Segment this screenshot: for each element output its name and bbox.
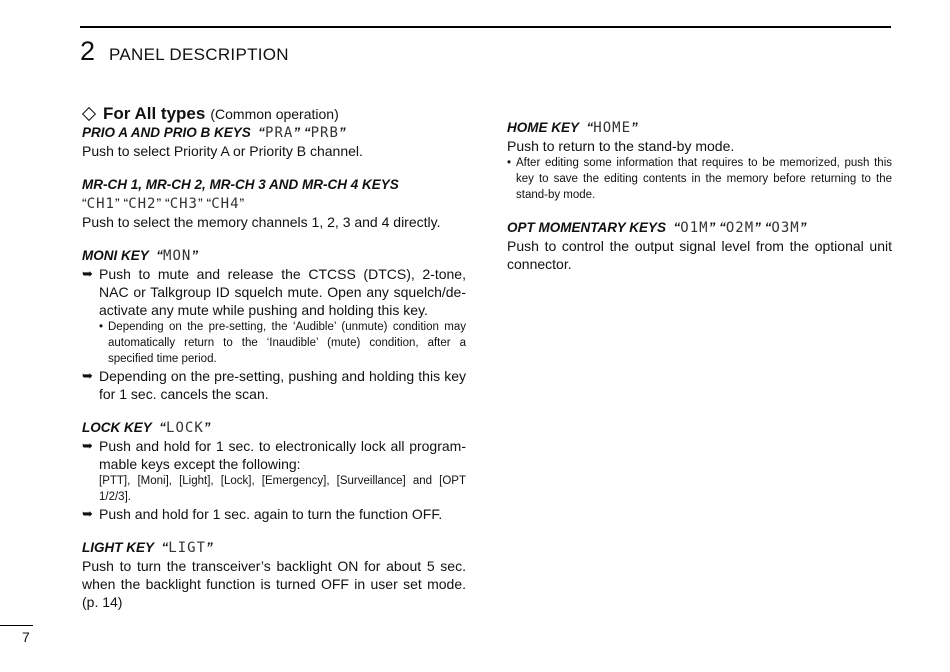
prio-key-heading xyxy=(82,124,466,142)
prio-key-display xyxy=(258,125,345,140)
spacer xyxy=(82,160,466,176)
lcd-text-pra: PRA xyxy=(265,125,294,141)
moni-item-1: Push to mute and release the CTCSS (DTCS), 2-tone, NAC or Talkgroup ID squelch mute. Open any squelch/de-activate any mute while pushing and holding this key. xyxy=(99,266,466,318)
quote: ” “ xyxy=(293,125,311,140)
section-title-text: For All types xyxy=(103,104,206,123)
quote: “ xyxy=(586,120,594,135)
quote: ” xyxy=(239,195,245,211)
footer-rule xyxy=(0,625,33,626)
lcd-text-prb: PRB xyxy=(310,125,339,141)
moni-key-display xyxy=(156,248,198,263)
list-item xyxy=(82,265,466,319)
opt-key-title: OPT MOMENTARY KEYS xyxy=(507,220,667,235)
chapter-number: 2 xyxy=(80,36,96,66)
lcd-text-mon: MON xyxy=(163,248,192,264)
arrow-icon: ➥ xyxy=(82,368,93,383)
spacer xyxy=(82,523,466,539)
home-key-title: HOME KEY xyxy=(507,120,580,135)
home-key-display xyxy=(587,120,638,135)
lock-key-title: LOCK KEY xyxy=(82,420,152,435)
prio-key-description: Push to select Priority A or Priority B channel. xyxy=(82,143,363,159)
quote: “ xyxy=(673,220,681,235)
moni-key-heading xyxy=(82,247,466,265)
quote: “ xyxy=(258,125,266,140)
list-item xyxy=(82,437,466,473)
quote: “ xyxy=(161,540,169,555)
page-number: 7 xyxy=(22,629,30,645)
spacer xyxy=(82,231,466,247)
quote: ” xyxy=(203,420,211,435)
lcd-text-ch3: CH3 xyxy=(169,196,198,212)
moni-key-title: MONI KEY xyxy=(82,248,149,263)
mrch-key-display xyxy=(82,194,466,213)
quote: ” xyxy=(338,125,346,140)
opt-key-display xyxy=(674,220,807,235)
lcd-text-ch2: CH2 xyxy=(128,196,157,212)
opt-key-heading xyxy=(507,219,892,237)
opt-key-description: Push to control the output signal level from the optional unit connector. xyxy=(507,238,892,272)
list-item xyxy=(82,505,466,523)
page-header xyxy=(80,36,289,67)
quote: ” “ xyxy=(708,220,726,235)
prio-key-title: PRIO A AND PRIO B KEYS xyxy=(82,125,251,140)
lcd-text-o1m: O1M xyxy=(680,220,709,236)
bullet-note xyxy=(99,319,466,367)
quote: ” “ xyxy=(114,195,129,211)
home-bullet-1: After editing some information that requires to be memorized, push this key to save the editing contents in the memory before returning to the stand-by mode. xyxy=(516,157,892,201)
mrch-key-description: Push to select the memory channels 1, 2, 3 and 4 directly. xyxy=(82,214,441,230)
quote: “ xyxy=(82,195,87,211)
lock-key-heading xyxy=(82,419,466,437)
light-key-description: Push to turn the transceiver’s backlight ON for about 5 sec. when the backlight function is turned OFF in user set mode. (p. 14) xyxy=(82,558,466,610)
light-key-display xyxy=(162,540,213,555)
lcd-text-ligt: LIGT xyxy=(168,540,206,556)
quote: “ xyxy=(156,248,164,263)
moni-item-2: Depending on the pre-setting, pushing and holding this key for 1 sec. cancels the scan. xyxy=(99,368,466,402)
lock-key-display xyxy=(159,420,210,435)
quote: ” xyxy=(799,220,807,235)
lcd-text-ch1: CH1 xyxy=(86,196,115,212)
light-key-heading xyxy=(82,539,466,557)
spacer xyxy=(82,403,466,419)
top-rule xyxy=(80,26,891,28)
arrow-icon: ➥ xyxy=(82,266,93,281)
arrow-icon: ➥ xyxy=(82,438,93,453)
bullet-icon: • xyxy=(99,321,104,333)
section-title xyxy=(82,104,466,124)
left-column xyxy=(82,104,466,611)
bullet-icon: • xyxy=(507,157,512,169)
arrow-icon: ➥ xyxy=(82,506,93,521)
lock-item-1: Push and hold for 1 sec. to electronically lock all program-mable keys except the following: xyxy=(99,438,466,472)
lcd-text-lock: LOCK xyxy=(166,420,204,436)
quote: ” xyxy=(191,248,199,263)
spacer xyxy=(507,203,892,219)
mrch-key-heading: MR-CH 1, MR-CH 2, MR-CH 3 AND MR-CH 4 KEYS xyxy=(82,177,399,192)
lcd-text-o3m: O3M xyxy=(771,220,800,236)
section-subtitle: (Common operation) xyxy=(210,106,339,122)
home-key-heading xyxy=(507,119,892,137)
moni-bullet-1: Depending on the pre-setting, the ‘Audible’ (unmute) condition may automatically return to the ‘Inaudible’ (mute) condition, after a specified time period. xyxy=(108,321,466,365)
light-key-title: LIGHT KEY xyxy=(82,540,155,555)
quote: ” xyxy=(206,540,213,555)
lcd-text-home: HOME xyxy=(593,120,631,136)
chapter-title: PANEL DESCRIPTION xyxy=(109,45,289,64)
right-column xyxy=(507,119,892,273)
lcd-text-o2m: O2M xyxy=(725,220,755,236)
bullet-note xyxy=(507,155,892,203)
quote: ” xyxy=(631,120,638,135)
quote: ” “ xyxy=(198,195,212,211)
list-item xyxy=(82,367,466,403)
lcd-text-ch4: CH4 xyxy=(211,196,240,212)
lock-item-2: Push and hold for 1 sec. again to turn the function OFF. xyxy=(99,506,443,522)
quote: “ xyxy=(159,420,167,435)
diamond-icon xyxy=(82,107,96,121)
lock-exceptions-note: [PTT], [Moni], [Light], [Lock], [Emergency], [Surveillance] and [OPT 1/2/3]. xyxy=(99,475,466,503)
quote: ” “ xyxy=(156,195,170,211)
quote: ” “ xyxy=(754,220,772,235)
home-key-description: Push to return to the stand-by mode. xyxy=(507,138,735,154)
